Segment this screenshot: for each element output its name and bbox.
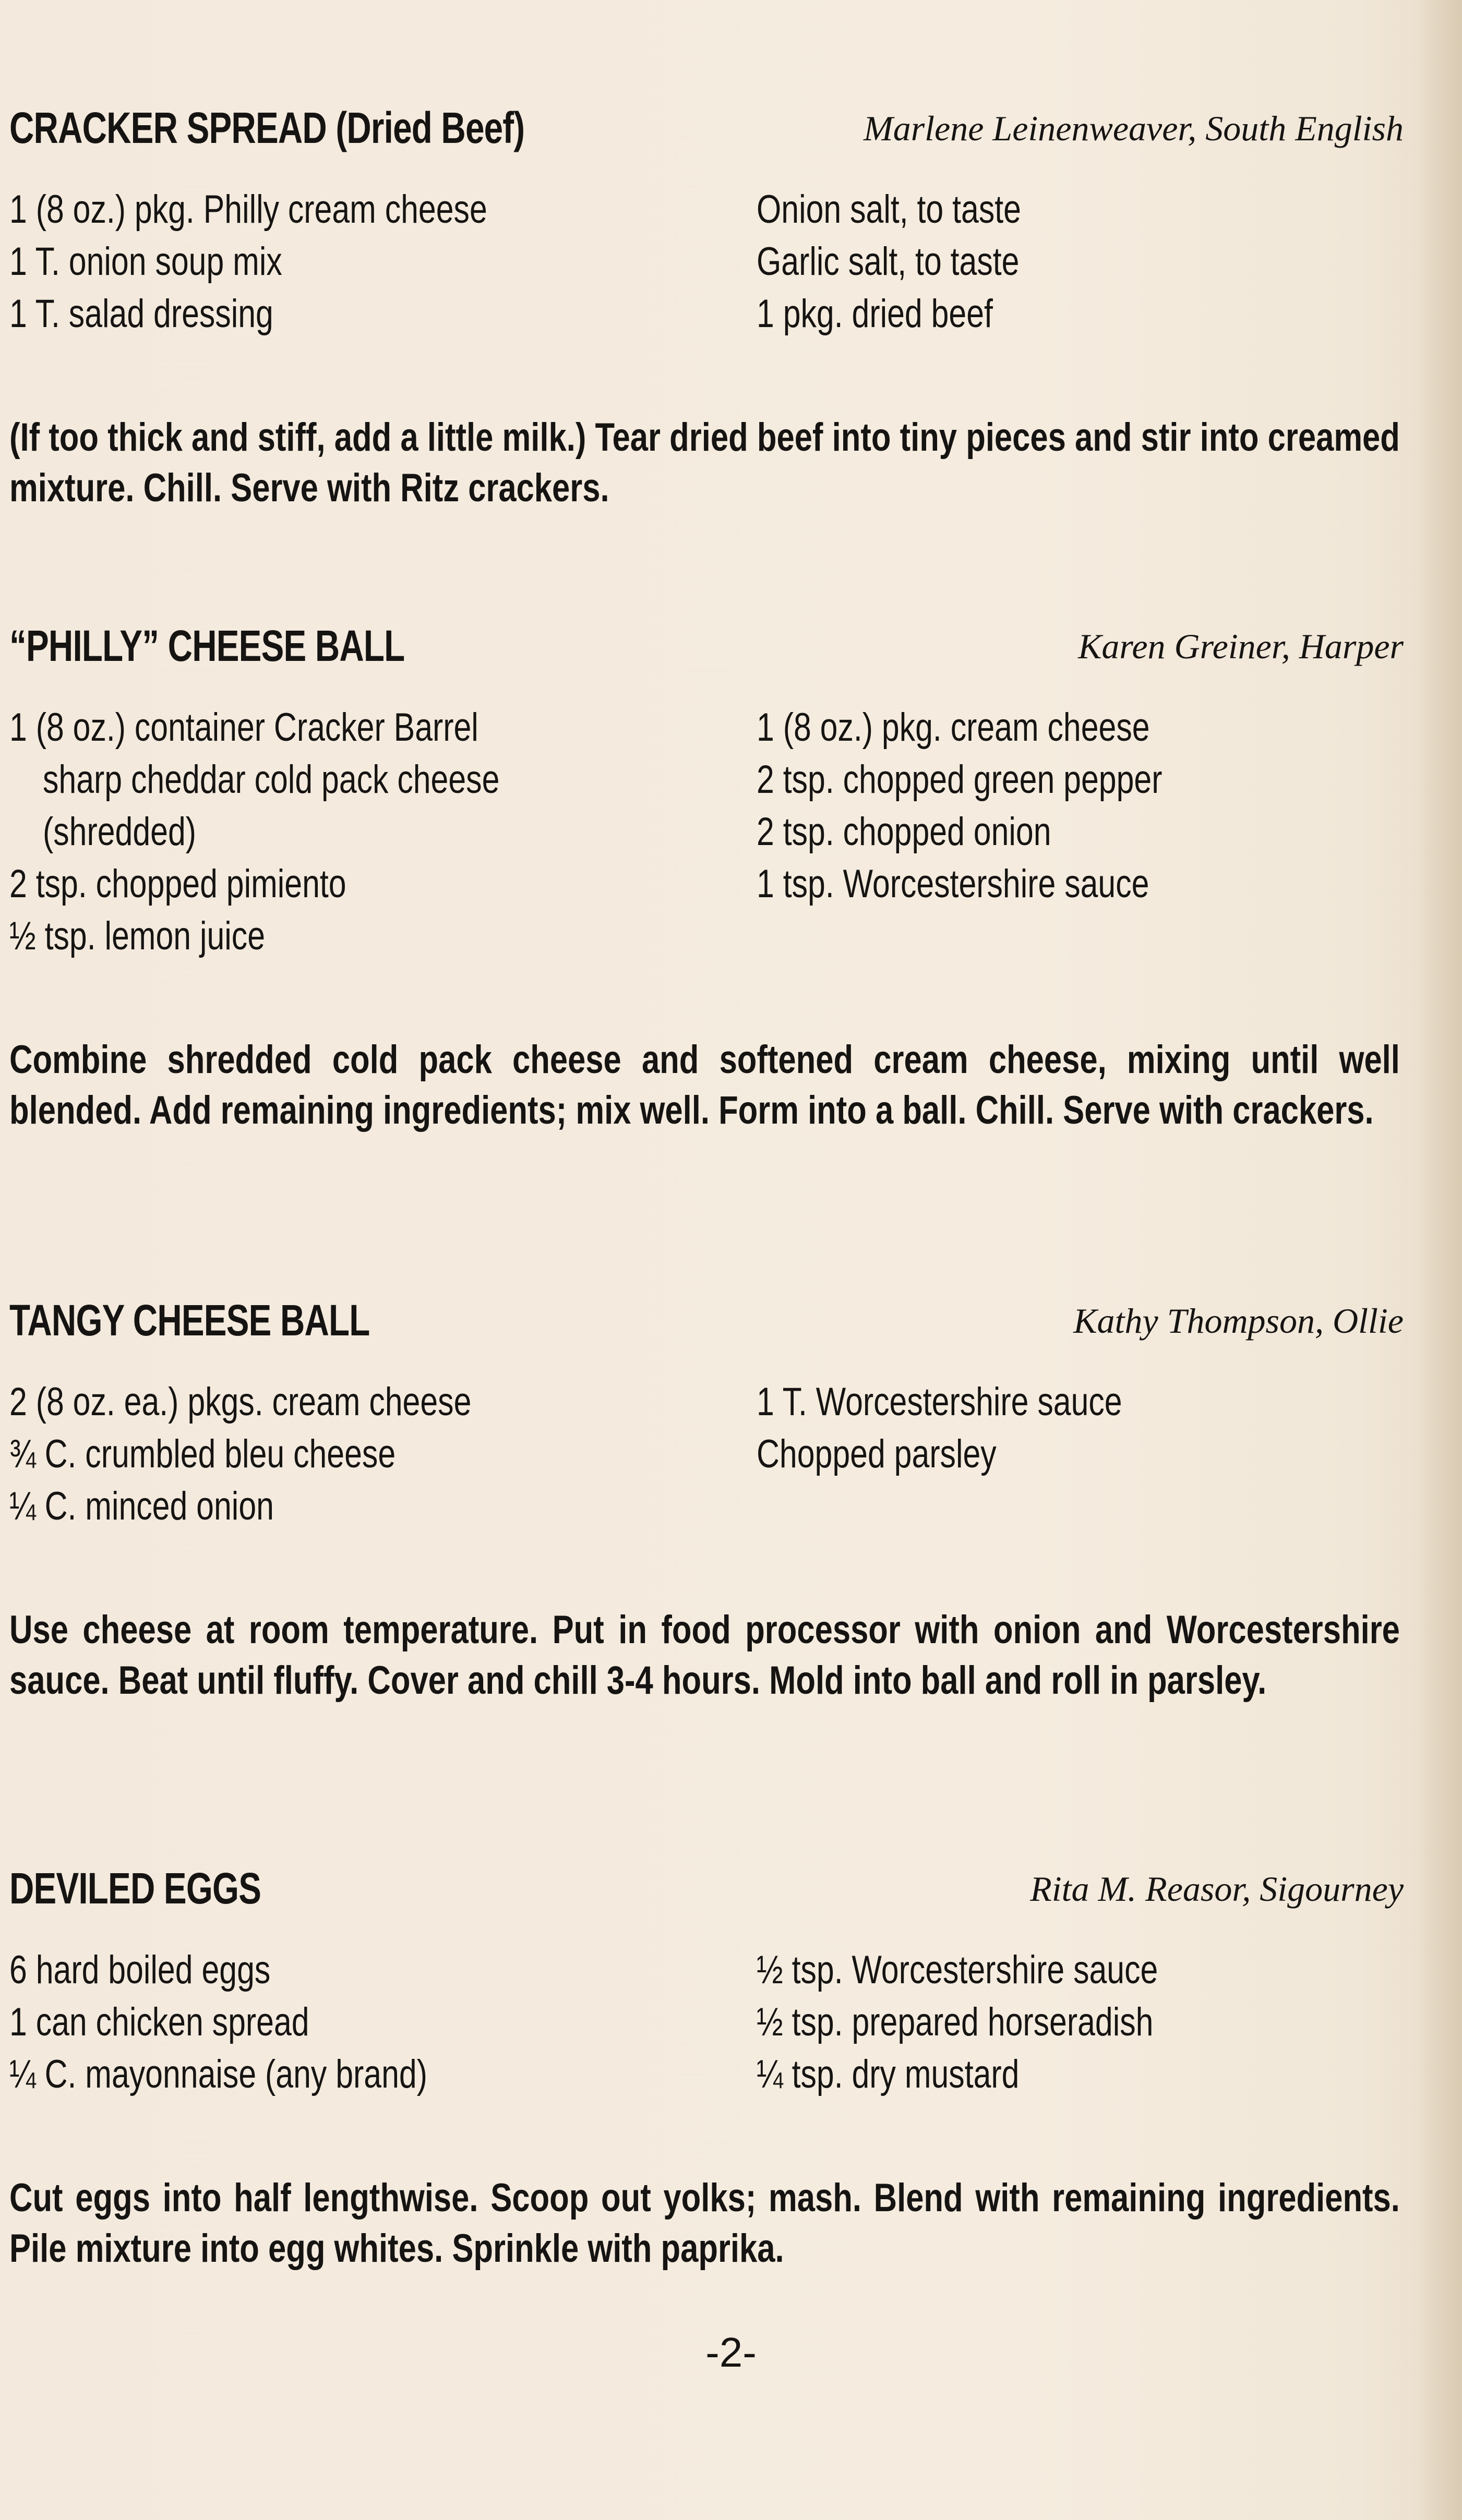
ingredient-item: ½ tsp. prepared horseradish [757, 2000, 1154, 2044]
recipe-directions: Combine shredded cold pack cheese and softened cream cheese, mixing until well blended. Add remaining ingredients; mix well. Form into a ball. Chill. Serve with crackers. [9, 1038, 1400, 1132]
ingredient-column-right [757, 1944, 1259, 2101]
recipe-directions: Cut eggs into half lengthwise. Scoop out yolks; mash. Blend with remaining ingredients. Pile mixture into egg whites. Sprinkle with paprika. [9, 2176, 1400, 2271]
ingredient-item: 1 (8 oz.) pkg. Philly cream cheese [9, 187, 487, 232]
ingredient-item: 1 (8 oz.) pkg. cream cheese [757, 705, 1150, 750]
ingredient-list [9, 1376, 1404, 1533]
ingredient-item: Chopped parsley [757, 1432, 997, 1476]
recipe-author: Marlene Leinenweaver, South English [864, 108, 1404, 148]
recipe-directions: (If too thick and stiff, add a little milk.) Tear dried beef into tiny pieces and stir into creamed mixture. Chill. Serve with Ritz crackers. [9, 415, 1400, 510]
recipe-cracker-spread [9, 99, 1404, 510]
ingredient-item: ¾ C. crumbled bleu cheese [9, 1432, 396, 1476]
recipe-header [9, 1292, 1404, 1354]
ingredient-item: 2 tsp. chopped onion [757, 810, 1051, 854]
ingredient-item: 2 tsp. chopped pimiento [9, 862, 346, 906]
ingredient-column-right [757, 702, 1264, 910]
page-number: -2- [705, 2329, 757, 2376]
binding-shadow [1415, 0, 1462, 2520]
ingredient-column-left [9, 1376, 587, 1533]
recipe-header [9, 617, 1404, 680]
ingredient-item: 1 tsp. Worcestershire sauce [757, 862, 1149, 906]
ingredient-item: 6 hard boiled eggs [9, 1948, 271, 1992]
ingredient-item: 1 T. Worcestershire sauce [757, 1380, 1122, 1424]
ingredient-column-right [757, 184, 1087, 340]
recipe-author: Kathy Thompson, Ollie [1073, 1301, 1404, 1341]
ingredient-list [9, 702, 1404, 962]
recipe-title: DEVILED EGGS [9, 1864, 261, 1913]
ingredient-item: 2 tsp. chopped green pepper [757, 757, 1163, 802]
ingredient-item: ½ tsp. lemon juice [9, 914, 266, 958]
recipe-header [9, 1860, 1404, 1922]
recipe-title: “PHILLY” CHEESE BALL [9, 621, 405, 670]
ingredient-item: 1 pkg. dried beef [757, 292, 993, 336]
ingredient-column-left [9, 184, 607, 340]
recipe-author: Karen Greiner, Harper [1078, 626, 1404, 666]
ingredient-item: ½ tsp. Worcestershire sauce [757, 1948, 1158, 1992]
ingredient-item: Garlic salt, to taste [757, 239, 1020, 284]
ingredient-item: Onion salt, to taste [757, 187, 1021, 232]
ingredient-item: 1 can chicken spread [9, 2000, 309, 2044]
recipe-author: Rita M. Reasor, Sigourney [1030, 1869, 1404, 1909]
ingredient-item: sharp cheddar cold pack cheese [43, 757, 500, 802]
recipe-deviled-eggs [9, 1860, 1404, 2271]
ingredient-list [9, 1944, 1404, 2101]
ingredient-item: 1 T. onion soup mix [9, 239, 282, 284]
ingredient-column-left [9, 702, 622, 962]
ingredient-item: 1 T. salad dressing [9, 292, 273, 336]
ingredient-item: ¼ C. mayonnaise (any brand) [9, 2052, 427, 2096]
recipe-title: CRACKER SPREAD (Dried Beef) [9, 103, 525, 152]
ingredient-item: 1 (8 oz.) container Cracker Barrel [9, 705, 478, 750]
ingredient-column-left [9, 1944, 532, 2101]
ingredient-item: ¼ tsp. dry mustard [757, 2052, 1020, 2096]
recipe-header [9, 99, 1404, 162]
recipe-title: TANGY CHEESE BALL [9, 1296, 370, 1345]
ingredient-list [9, 184, 1404, 340]
recipe-directions: Use cheese at room temperature. Put in food processor with onion and Worcestershire sauce. Beat until fluffy. Cover and chill 3-4 hours. Mold into ball and roll in parsley. [9, 1608, 1400, 1703]
recipe-tangy-cheese-ball [9, 1292, 1404, 1703]
ingredient-item: ¼ C. minced onion [9, 1484, 274, 1528]
ingredient-item: (shredded) [43, 810, 197, 854]
recipe-philly-cheese-ball [9, 617, 1404, 1132]
ingredient-column-right [757, 1376, 1214, 1480]
ingredient-item: 2 (8 oz. ea.) pkgs. cream cheese [9, 1380, 472, 1424]
